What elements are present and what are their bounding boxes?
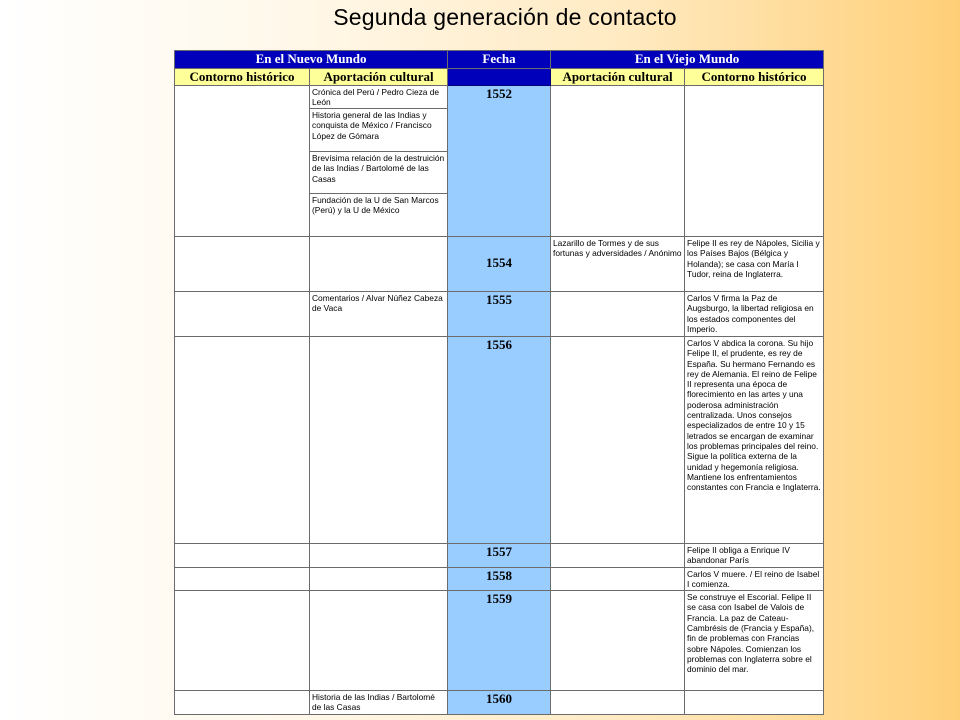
cell-1552-vm-aportacion — [551, 86, 685, 237]
cell-text: Historia de las Indias / Bartolomé de las Casas — [312, 692, 435, 713]
year-cell: 1560 — [448, 691, 551, 715]
cell-empty — [685, 691, 824, 715]
cell-text: Felipe II es rey de Nápoles, Sicilia y los Países Bajos (Bélgica y Holanda); se casa con María I Tudor, reina de Inglaterra. — [687, 238, 820, 279]
cell-1557-vm-contorno — [685, 544, 824, 568]
cell-1554-vm-contorno — [685, 237, 824, 292]
cell-empty — [310, 591, 448, 691]
header-aportacion-cultural-nm: Aportación cultural — [310, 69, 448, 86]
cell-text: Carlos V firma la Paz de Augsburgo, la libertad religiosa en los estados componentes del Imperio. — [687, 293, 814, 334]
slide-title: Segunda generación de contacto — [333, 4, 677, 30]
list-item: Fundación de la U de San Marcos (Perú) y la U de México — [310, 193, 447, 217]
table-row-1559 — [175, 591, 824, 691]
header-row-columns — [175, 69, 824, 86]
cell-1559-vm-contorno — [685, 591, 824, 691]
header-contorno-historico-vm: Contorno histórico — [685, 69, 824, 86]
cell-text: Lazarillo de Tormes y de sus fortunas y adversidades / Anónimo — [553, 238, 682, 259]
header-viejo-mundo: En el Viejo Mundo — [551, 51, 824, 69]
cell-empty — [310, 237, 448, 292]
cell-1560-nm-aportacion — [310, 691, 448, 715]
cell-empty — [551, 337, 685, 544]
cell-empty — [551, 544, 685, 568]
cell-empty — [310, 567, 448, 591]
cell-empty — [551, 691, 685, 715]
header-aportacion-cultural-vm: Aportación cultural — [551, 69, 685, 86]
cell-empty — [175, 567, 310, 591]
year-cell: 1552 — [448, 86, 551, 237]
header-nuevo-mundo: En el Nuevo Mundo — [175, 51, 448, 69]
cell-1552-vm-contorno — [685, 86, 824, 237]
year-cell: 1555 — [448, 292, 551, 337]
table-row-1552 — [175, 86, 824, 237]
table-row-1554 — [175, 237, 824, 292]
cell-1554-vm-aportacion — [551, 237, 685, 292]
cell-empty — [175, 691, 310, 715]
table-row-1555 — [175, 292, 824, 337]
cell-empty — [310, 337, 448, 544]
cell-empty — [175, 337, 310, 544]
cell-1555-nm-aportacion — [310, 292, 448, 337]
header-row-regions — [175, 51, 824, 69]
cell-text: Carlos V abdica la corona. Su hijo Felipe II, el prudente, es rey de España. Su hermano Fernando es rey de Alemania. El reino de Felipe II representa una época de florecimiento en las artes y una poderosa administración centralizada. Unos consejos especializados de entre 10 y 15 letrados se encargan de examinar los problemas principales del reino. Sigue la política externa de la unidad y hegemonía religiosa. Mantiene los enfrentamientos constantes con Francia e Inglaterra. — [687, 338, 821, 493]
cell-1555-vm-contorno — [685, 292, 824, 337]
cell-1556-vm-contorno — [685, 337, 824, 544]
table-row-1560 — [175, 691, 824, 715]
header-fecha: Fecha — [448, 51, 551, 69]
cell-empty — [310, 544, 448, 568]
header-contorno-historico-nm: Contorno histórico — [175, 69, 310, 86]
timeline-table — [174, 50, 824, 715]
cell-empty — [551, 292, 685, 337]
cell-text: Felipe II obliga a Enrique IV abandonar París — [687, 545, 790, 566]
cell-1552-nm-aportacion — [310, 86, 448, 237]
cell-text: Carlos V muere. / El reino de Isabel I comienza. — [687, 568, 820, 589]
year-cell: 1558 — [448, 567, 551, 591]
year-cell: 1559 — [448, 591, 551, 691]
list-item: Crónica del Perú / Pedro Cieza de León — [312, 87, 440, 108]
cell-empty — [551, 591, 685, 691]
cell-1558-vm-contorno — [685, 567, 824, 591]
cell-empty — [175, 237, 310, 292]
header-fecha-blank — [448, 69, 551, 86]
table-row-1556 — [175, 337, 824, 544]
cell-empty — [175, 544, 310, 568]
cell-text: Comentarios / Alvar Núñez Cabeza de Vaca — [312, 293, 443, 314]
year-cell: 1556 — [448, 337, 551, 544]
year-cell: 1557 — [448, 544, 551, 568]
cell-text: Se construye el Escorial. Felipe II se casa con Isabel de Valois de Francia. La paz de Cateau-Cambrésis de (Francia y España), fin de problemas con Francias sobre Nápoles. Comienzan los problemas con Inglaterra sobre el dominio del mar. — [687, 592, 815, 675]
cell-1552-nm-contorno — [175, 86, 310, 237]
cell-empty — [175, 591, 310, 691]
cell-empty — [551, 567, 685, 591]
list-item: Brevísima relación de la destruición de las Indias / Bartolomé de las Casas — [310, 151, 447, 193]
table-row-1557 — [175, 544, 824, 568]
year-cell: 1554 — [448, 237, 551, 292]
table-row-1558 — [175, 567, 824, 591]
list-item: Historia general de las Indias y conquista de México / Francisco López de Gómara — [310, 108, 447, 151]
cell-empty — [175, 292, 310, 337]
